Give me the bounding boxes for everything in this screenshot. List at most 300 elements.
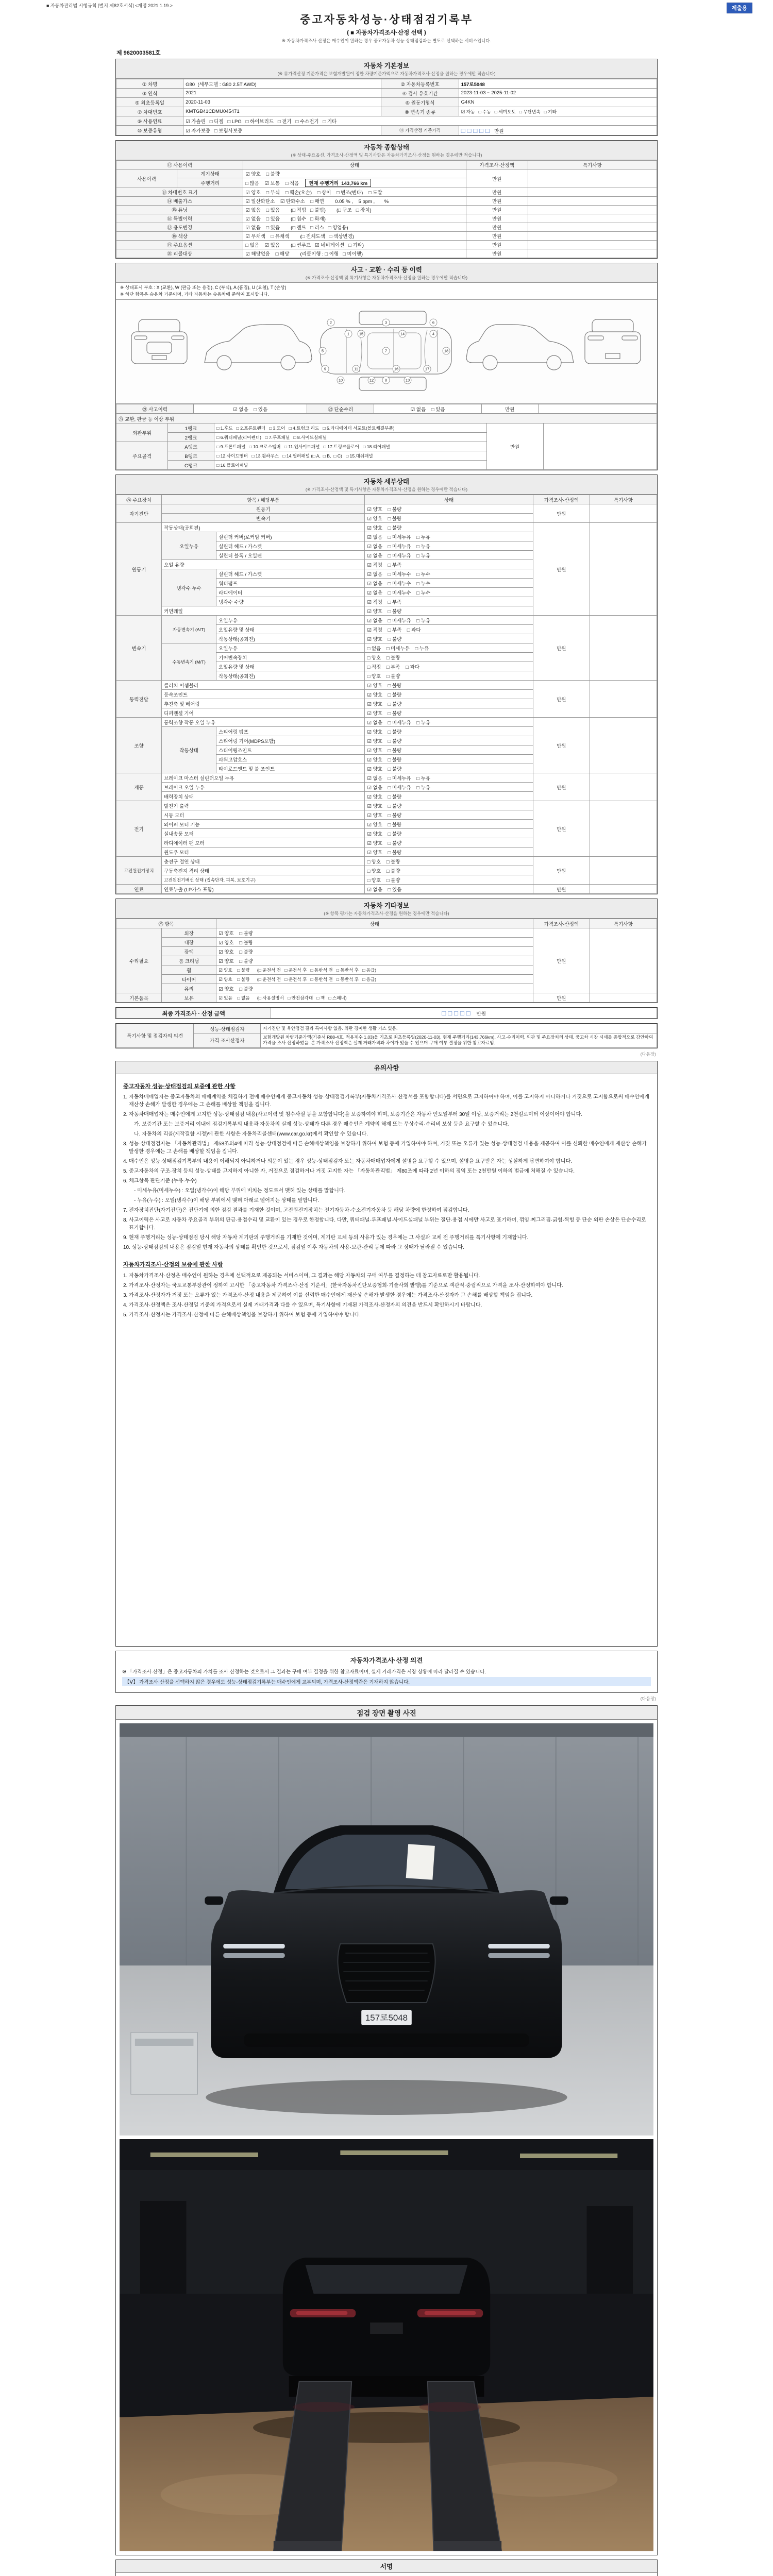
label-year: ③ 연식 [116, 89, 183, 98]
table-cell: ☑ 양호 □ 불량 [365, 708, 533, 718]
table-cell [528, 188, 657, 197]
table-cell [590, 928, 657, 993]
svg-text:3: 3 [384, 320, 388, 325]
label-vin: ⑦ 차대번호 [116, 107, 183, 116]
table-cell: ☑ 적정 □ 부족 [365, 560, 533, 569]
table-cell: 특기사항 [528, 161, 657, 170]
diagram-part-number [443, 347, 450, 354]
table-cell: 타이로드엔드 및 볼 조인트 [216, 764, 365, 773]
table-row [116, 718, 657, 727]
label-first-registration: ⑤ 최초등록일 [116, 98, 183, 107]
car-diagram [118, 302, 654, 400]
table-cell: 만원 [466, 223, 528, 232]
table-cell: 기어변속장치 [216, 653, 365, 662]
svg-text:18: 18 [444, 348, 449, 353]
table-cell: ☑ 없음 □ 있음 [365, 885, 533, 894]
table-cell: 파워고압호스 [216, 755, 365, 764]
table-cell: 자기진단 [116, 504, 162, 523]
diagram-part-number [430, 330, 437, 337]
svg-text:16: 16 [394, 366, 399, 371]
table-row [116, 79, 657, 89]
table-cell: 작동상태(공회전) [216, 671, 365, 681]
table-cell: 항목 / 해당부품 [162, 495, 365, 504]
section-detail-state [115, 474, 658, 894]
table-cell: 룸 크리닝 [162, 956, 216, 965]
table-cell: ⑲ 주요옵션 [116, 241, 243, 249]
basic-info-table [116, 79, 657, 135]
notice-block2-list [123, 1272, 650, 1319]
section-detail-title-text: 자동차 세부상태 [364, 478, 409, 486]
notice-line: 1. 자동차가격조사·산정은 매수인이 원하는 경우에 선택적으로 제공되는 서비스이며, 그 결과는 해당 자동차의 구매 여부를 결정하는 데 참고자료로만 활용됩니다. [123, 1273, 480, 1279]
table-cell: ☑ 없음 □ 미세누수 □ 누수 [365, 579, 533, 588]
table-cell: 주행거리 [177, 178, 243, 188]
table-cell: 만원 [533, 801, 590, 857]
table-cell: 타이어 [162, 975, 216, 984]
table-cell: 수리필요 [116, 928, 162, 993]
table-cell: 동력전달 [116, 681, 162, 718]
table-cell [538, 404, 657, 414]
value-base-price [459, 126, 657, 135]
table-cell: ☑ 양호 □ 불량 [365, 848, 533, 857]
table-cell: ㉕ 항목 [116, 919, 216, 928]
table-row [116, 495, 657, 504]
svg-text:10: 10 [338, 378, 343, 383]
value-year: 2021 [183, 89, 381, 98]
table-cell [528, 241, 657, 249]
table-cell: 만원 [466, 197, 528, 206]
table-cell: 휠 [162, 965, 216, 975]
accident-history-status: ☑ 없음 □ 있음 [194, 404, 307, 414]
table-cell: ㉔ 주요장치 [116, 495, 162, 504]
table-cell: 내장 [162, 938, 216, 947]
table-cell: 라디에이터 [216, 588, 365, 597]
section-accident-history [115, 263, 658, 470]
table-row [116, 801, 657, 810]
table-cell: ☑ 없음 □ 미세누유 □ 누유 [365, 616, 533, 625]
table-cell [543, 423, 657, 470]
signature-title: 서명 [116, 2560, 657, 2573]
notice-line: 3. 가격조사·산정자가 거짓 또는 오류가 있는 가격조사·산정 내용을 제공하여 이를 신뢰한 매수인에게 재산상 손해가 발생한 경우에는 가격조사·산정자가 그 손해를 배상할 책임을 집니다. [123, 1292, 533, 1298]
table-cell: 자동변속기 (A/T) [162, 616, 216, 643]
photo-front-graphic [120, 1723, 653, 2136]
table-cell: 2랭크 [168, 433, 214, 442]
table-cell: 오일누유 [216, 643, 365, 653]
detail-state-table [116, 495, 657, 894]
notice-line: 7. 전자장치진단(자기진단)은 진단기에 의한 점검 결과를 기재한 것이며, 고전원전기장치는 전기자동차·수소전기자동차 등 해당 차량에 한정하여 점검합니다. [123, 1208, 469, 1214]
notice-line: 5. 가격조사·산정자는 가격조사·산정에 따른 손해배상책임을 보장하기 위하여 보험 등에 가입하여야 합니다. [123, 1312, 361, 1318]
table-row [116, 993, 657, 1003]
table-cell: ⑭ 배출가스 [116, 197, 243, 206]
windshield-paper [406, 1844, 435, 1879]
opinion-table [116, 1024, 657, 1047]
value-model: G80 (세부모델 : G80 2.5T AWD) [183, 79, 381, 89]
table-cell: 광택 [162, 947, 216, 956]
table-cell: 변속기 [116, 616, 162, 681]
table-cell: 만원 [466, 241, 528, 249]
accident-history-table [116, 404, 657, 414]
table-cell: 실린더 커버(로커암 커버) [216, 532, 365, 541]
svg-text:8: 8 [384, 378, 388, 383]
notice-line: 나. 자동차의 리콜(제작결함 시정)에 관한 사항은 자동차리콜센터(www.car.go.kr)에서 확인할 수 있습니다. [134, 1131, 368, 1138]
table-cell: 계기상태 [177, 170, 243, 178]
table-cell: ☑ 양호 □ 불량 [365, 523, 533, 532]
notice-block2-title: 자동차가격조사·산정의 보증에 관한 사항 [123, 1262, 223, 1268]
table-row [116, 857, 657, 866]
svg-text:1: 1 [347, 331, 350, 336]
table-cell: 고전원전기배선 상태 (접속단자, 피복, 보호기구) [162, 875, 365, 885]
section-detail-title [116, 475, 657, 495]
table-cell: ☑ 양호 □ 불량 [365, 801, 533, 810]
tuning-status: ☑ 없음 □ 있음 (□ 적법 □ 불법) (□ 구조 □ 장치) [243, 206, 466, 214]
table-cell: 스티어링조인트 [216, 745, 365, 755]
table-cell: ☑ 양호 □ 불량 [365, 755, 533, 764]
table-cell: ⑰ 용도변경 [116, 223, 243, 232]
table-cell: 외판부위 [116, 423, 168, 442]
table-cell: 변속기 [162, 514, 365, 523]
svg-text:2: 2 [329, 320, 332, 325]
section-basic-title-text: 자동차 기본정보 [364, 62, 409, 70]
notice-line: 3. 성능·상태점검자는 「자동차관리법」 제58조의4에 따라 성능·상태점검에 따른 손해배상책임을 보장하기 위하여 보험 등에 가입하여야 하며, 거짓 또는 오류가 있는 성능·상태점검 내용을 제공하여 이를 신뢰한 매수인에게 재산상 손해가 발생한 경우에는 그 손해를 배상할 책임을 집니다. [123, 1141, 647, 1155]
table-cell: ☑ 양호 □ 불량 [365, 745, 533, 755]
table-cell: ☑ 양호 □ 불량 [365, 690, 533, 699]
notice-line: 가. 보증기간 또는 보증거리 이내에 점검기록부의 내용과 자동차의 실제 성능·상태가 다른 경우 매수인은 계약의 해제 또는 무상수리·수리비 보상 등을 요구할 수 있습니다. [134, 1122, 509, 1128]
base-price-unit: 만원 [491, 128, 504, 134]
table-cell: 발전기 출력 [162, 801, 365, 810]
diagram-part-number [352, 365, 360, 372]
table-cell: ☑ 양호 □ 불량 [216, 947, 533, 956]
notice-line: 4. 가격조사·산정액은 조사·산정일 기준의 가격으로서 실제 거래가격과 다를 수 있으며, 특기사항에 기재된 가격조사·산정자의 의견을 반드시 확인하시기 바랍니다. [123, 1302, 482, 1308]
valuation-note-title: 자동차가격조사·산정 의견 [350, 1656, 423, 1664]
table-cell: 라디에이터 팬 모터 [162, 838, 365, 848]
table-cell: 고전원전기장치 [116, 857, 162, 885]
notice-block1-list [123, 1093, 650, 1251]
table-cell: 추진축 및 베어링 [162, 699, 365, 708]
notice-line: 1. 자동차매매업자는 중고자동차의 매매계약을 체결하기 전에 매수인에게 중고자동차 성능·상태점검기록부(자동차가격조사·산정서를 포함합니다)를 서면으로 고지하여야 하며, 이를 고지하지 아니하거나 거짓으로 고지함으로써 매수인에게 재산상 손해가 발생한 경우에는 그 손해를 배상할 책임을 집니다. [123, 1094, 650, 1108]
table-cell: □ 양호 □ 불량 [365, 857, 533, 866]
table-cell: 외장 [162, 928, 216, 938]
table-cell: 만원 [533, 993, 590, 1003]
section-overall-title-text: 자동차 종합상태 [364, 144, 409, 151]
section-etc-info [115, 899, 658, 1003]
table-cell: ☑ 있음 □ 없음 (□ 사용설명서 □ 안전삼각대 □ 잭 □ 스패너) [216, 993, 533, 1003]
table-cell: A랭크 [168, 442, 214, 451]
label-fuel: ⑨ 사용연료 [116, 116, 183, 126]
table-row [116, 107, 657, 116]
table-cell: 만원 [533, 681, 590, 718]
rankA-frames: □ 9.프론트패널 □ 10.크로스멤버 □ 11.인사이드패널 □ 17.트렁크플로어 □ 18.리어패널 [214, 442, 486, 451]
table-cell: 만원 [533, 857, 590, 885]
table-cell: ☑ 양호 □ 불량 [216, 928, 533, 938]
diagram-part-number [382, 347, 390, 354]
table-cell [590, 885, 657, 894]
table-cell [528, 206, 657, 214]
notice-line: 2. 자동차매매업자는 매수인에게 고지한 성능·상태점검 내용(사고이력 및 침수사실 등을 포함합니다)을 보증하여야 하며, 보증기간은 자동차 인도일부터 30일 이상, 보증거리는 2천킬로미터 이상이어야 합니다. [123, 1112, 583, 1118]
table-cell: 만원 [533, 718, 590, 773]
notice-line: - 미세누유(미세누수) : 오일(냉각수)이 해당 부위에 비치는 정도로서 맺혀 있는 상태를 말합니다. [134, 1188, 346, 1194]
value-transmission: ☑ 자동 □ 수동 □ 세미오토 □ 무단변속 □ 기타 [459, 107, 657, 116]
valuation-note-box [115, 1651, 658, 1693]
table-cell: ☑ 양호 □ 불량 [216, 956, 533, 965]
svg-text:4: 4 [432, 331, 435, 336]
diagram-part-number [337, 377, 344, 384]
table-cell: 오일유량 및 상태 [216, 662, 365, 671]
table-row [116, 504, 657, 514]
table-cell: ㉑ 사고이력 [116, 404, 194, 414]
table-row [116, 232, 657, 241]
notice-line: 10. 성능·상태점검의 내용은 점검일 현재 자동차의 상태를 확인한 것으로서, 점검일 이후 자동차의 사용·보관·관리 등에 따라 그 상태가 달라질 수 있습니다. [123, 1245, 464, 1251]
rankB-frames: □ 12.사이드멤버 □ 13.휠하우스 □ 14.필러패널 (□ A, □ B, □ C) □ 15.대쉬패널 [214, 451, 486, 461]
section-basic-note: (※ ⑪가격산정 기준가격은 보험개발원이 정한 차량기준가액으로 자동차가격조사·산정을 원하는 경우에만 적습니다) [277, 71, 496, 76]
table-cell: 제동 [116, 773, 162, 801]
value-vin: KMTGB41CDMU045471 [183, 107, 381, 116]
inspection-photo-front [120, 1723, 653, 2136]
table-cell [590, 993, 657, 1003]
diagram-part-number [430, 319, 437, 326]
signature-body [116, 2573, 657, 2576]
table-cell: 만원 [486, 423, 543, 470]
table-cell: 스티어링 기어(MDPS포함) [216, 736, 365, 745]
car-left-side-view [205, 325, 312, 370]
simple-repair-status: ☑ 없음 □ 있음 [374, 404, 481, 414]
table-cell: ☑ 양호 □ 불량 (□ 운전석 전 □ 운전석 후 □ 동반석 전 □ 동반석 후 □ 응급) [216, 975, 533, 984]
section-notice [115, 1061, 658, 1647]
table-cell: 오일누유 [216, 616, 365, 625]
table-row [116, 773, 657, 783]
final-price-unit: 만원 [472, 1011, 486, 1018]
table-row [116, 423, 657, 433]
table-cell: 조향 [116, 718, 162, 773]
table-cell [590, 857, 657, 885]
table-cell: 만원 [533, 523, 590, 616]
table-row [116, 126, 657, 135]
title-note: ※ 자동차가격조사·산정은 매수인이 원하는 경우 중고자동차 성능·상태점검과는 별도로 선택하는 서비스입니다. [282, 38, 491, 43]
table-row [116, 116, 657, 126]
table-row [116, 214, 657, 223]
notice-title: 유의사항 [116, 1061, 657, 1074]
svg-text:5: 5 [321, 348, 324, 353]
etc-info-table [116, 919, 657, 1003]
svg-text:17: 17 [425, 366, 430, 371]
table-row [116, 223, 657, 232]
table-row [116, 681, 657, 690]
car-rear-view [585, 319, 641, 364]
value-engine-type: G4KN [459, 98, 657, 107]
table-cell: ☑ 양호 □ 불량 [216, 984, 533, 993]
table-cell [590, 523, 657, 616]
label-inspection-period: ④ 검사 유효기간 [381, 89, 459, 98]
table-cell: 구동축전지 격리 상태 [162, 866, 365, 875]
label-warranty-type: ⑩ 보증유형 [116, 126, 183, 135]
submission-badge: 제출용 [727, 3, 752, 13]
table-cell [590, 616, 657, 681]
table-cell: 유리 [162, 984, 216, 993]
table-cell: 배력장치 상태 [162, 792, 365, 801]
table-cell: □ 양호 □ 불량 [365, 875, 533, 885]
table-cell: ⑮ 튜닝 [116, 206, 243, 214]
document [115, 0, 658, 2576]
table-cell [528, 214, 657, 223]
table-cell: 워터펌프 [216, 579, 365, 588]
table-row [116, 414, 657, 423]
table-cell [528, 232, 657, 241]
table-row [116, 197, 657, 206]
car-diagram-area [116, 300, 657, 404]
table-cell: 브레이크 마스터 실린더오일 누유 [162, 773, 365, 783]
table-cell: ☑ 양호 □ 불량 [365, 727, 533, 736]
table-row [116, 1008, 657, 1019]
table-row [116, 928, 657, 938]
table-cell: □ 없음 □ 미세누유 □ 누유 [365, 643, 533, 653]
table-cell: 작동상태(공회전) [216, 634, 365, 643]
section-signature [115, 2560, 658, 2576]
rank1-panels: □ 1.후드 □ 2.프론트펜더 □ 3.도어 □ 4.트렁크 리드 □ 5.라디에이터 서포트(볼트체결부품) [214, 423, 486, 433]
table-cell: 시동 모터 [162, 810, 365, 820]
vin-marking-status: ☑ 양호 □ 부식 □ 훼손(오손) □ 상이 □ 변조(변타) □ 도말 [243, 188, 466, 197]
table-cell: 오일유량 및 상태 [216, 625, 365, 634]
table-cell: C랭크 [168, 461, 214, 470]
table-cell: ☑ 양호 □ 불량 [365, 681, 533, 690]
table-cell: 만원 [533, 928, 590, 993]
svg-text:14: 14 [400, 331, 405, 336]
table-cell: 연료 [116, 885, 162, 894]
table-cell: 냉각수 누수 [162, 569, 216, 606]
license-plate-text: 157로5048 [365, 2012, 408, 2023]
table-cell: ☑ 양호 □ 불량 [365, 820, 533, 829]
table-cell [528, 170, 657, 188]
value-fuel: ☑ 가솔린 □ 디젤 □ LPG □ 하이브리드 □ 전기 □ 수소전기 □ 기타 [183, 116, 657, 126]
table-cell: 작동상태(공회전) [162, 523, 365, 532]
table-cell: ☑ 양호 □ 불량 (□ 운전석 전 □ 운전석 후 □ 동반석 전 □ 동반석 후 □ 응급) [216, 965, 533, 975]
state-code-legend [116, 283, 657, 300]
table-cell: 만원 [466, 188, 528, 197]
diagram-part-number [322, 365, 329, 372]
table-cell: 디퍼렌셜 기어 [162, 708, 365, 718]
notice-line: 6. 체크항목 판단기준 (누유·누수) [123, 1178, 197, 1184]
table-cell: ☑ 양호 □ 불량 [365, 829, 533, 838]
form-reference: ■ 자동차관리법 시행규칙 [별지 제82호서식] <개정 2021.1.19.> [46, 3, 173, 8]
notice-line: - 누유(누수) : 오일(냉각수)이 해당 부위에서 맺혀 아래로 떨어지는 상태를 말합니다. [134, 1198, 320, 1204]
table-cell: ☑ 양호 □ 불량 [365, 606, 533, 616]
price-appraisal-select-line: ( ■ 자동차가격조사·산정 선택 ) [347, 30, 426, 36]
value-plate: 157로5048 [459, 79, 657, 89]
mileage-options: □ 많음 ☑ 보통 □ 적음 [245, 181, 299, 187]
panel-frame-table [116, 414, 657, 470]
table-cell: 동력조향 작동 오일 누유 [162, 718, 365, 727]
label-model: ① 차명 [116, 79, 183, 89]
label-engine-type: ⑥ 원동기형식 [381, 98, 459, 107]
table-cell: 실린더 헤드 / 가스켓 [216, 541, 365, 551]
table-cell: ☑ 양호 □ 불량 [365, 810, 533, 820]
diagram-part-number [404, 377, 411, 384]
table-cell: ⑳ 리콜대상 [116, 249, 243, 258]
table-cell: ☑ 없음 □ 미세누수 □ 누수 [365, 569, 533, 579]
notice-line: 5. 중고자동차의 구조·장치 등의 성능·상태를 고지하지 아니한 자, 거짓으로 점검하거나 거짓 고지한 자는 「자동차관리법」 제80조에 따라 2년 이하의 징역 또는 2천만원 이하의 벌금에 처해질 수 있습니다. [123, 1168, 575, 1175]
final-price-table [116, 1008, 657, 1019]
svg-text:7: 7 [384, 348, 388, 353]
notice-line: 9. 현재 주행거리는 성능·상태점검 당시 해당 자동차 계기판의 주행거리를 기재한 것이며, 계기판 교체 등의 사유가 있는 경우에는 그 사실과 교체 전 주행거리를 특기사항에 기재합니다. [123, 1235, 529, 1241]
table-cell: ☑ 없음 □ 미세누유 □ 누유 [365, 783, 533, 792]
valuation-note-line1: ※ 「가격조사·산정」은 중고자동차의 가치를 조사·산정하는 것으로서 그 결과는 구매 여부 결정을 위한 참고자료이며, 실제 거래가격은 시장 상황에 따라 달라질 수 있습니다. [122, 1669, 486, 1675]
table-cell [590, 773, 657, 801]
table-cell: 특기사항 [590, 495, 657, 504]
section-accident-note: (※ 가격조사·산정액 및 특기사항은 자동차가격조사·산정을 원하는 경우에만 적습니다) [305, 275, 468, 280]
table-row [116, 89, 657, 98]
table-cell: 오일 유량 [162, 560, 365, 569]
table-cell: ☑ 없음 □ 미세누유 □ 누유 [365, 773, 533, 783]
notice-line: 8. 사고이력은 사고로 자동차 주요골격 부위의 판금·용접수리 및 교환이 있는 경우로 한정합니다. 다만, 쿼터패널·루프패널·사이드실패널 부위는 절단·용접 시에만 사고로 표기하며, 꺾임·찌그러짐·긁힘·찍힘 등 단순 외판 손상은 단순수리로 표기합니다. [123, 1217, 646, 1231]
table-cell: 스티어링 펌프 [216, 727, 365, 736]
table-cell [590, 504, 657, 523]
value-inspection-period: 2023-11-03 ~ 2025-11-02 [459, 89, 657, 98]
emission-status: ☑ 일산화탄소 ☑ 탄화수소 □ 매연 0.05 % , 5 ppm , % [243, 197, 466, 206]
table-row [116, 170, 657, 178]
table-cell: ㉒ 단순수리 [307, 404, 374, 414]
special-history-status: ☑ 없음 □ 있음 (□ 침수 □ 화재) [243, 214, 466, 223]
svg-text:13: 13 [405, 378, 410, 383]
rankC-frames: □ 16.플로어패널 [214, 461, 486, 470]
table-cell: 충전구 절연 상태 [162, 857, 365, 866]
table-cell: 등속조인트 [162, 690, 365, 699]
table-cell: 클러치 어셈블리 [162, 681, 365, 690]
table-cell: ☑ 양호 □ 불량 [365, 634, 533, 643]
table-cell: □ 적정 □ 부족 □ 과다 [365, 662, 533, 671]
table-cell: 연료누출 (LP가스 포함) [162, 885, 365, 894]
final-price-value [271, 1008, 657, 1019]
table-cell: 냉각수 수량 [216, 597, 365, 606]
table-cell: ☑ 없음 □ 미세누유 □ 누유 [365, 718, 533, 727]
diagram-part-number [319, 347, 326, 354]
table-cell [590, 718, 657, 773]
table-row [116, 616, 657, 625]
table-cell [528, 197, 657, 206]
table-cell: 기본품목 [116, 993, 162, 1003]
overall-state-table [116, 160, 657, 258]
table-cell: ⑯ 특별이력 [116, 214, 243, 223]
section-overall-title [116, 141, 657, 160]
svg-text:11: 11 [354, 366, 358, 371]
table-row [116, 98, 657, 107]
table-cell: ☑ 없음 □ 미세누유 □ 누유 [365, 551, 533, 560]
table-row [116, 188, 657, 197]
table-cell: ☑ 양호 □ 불량 [365, 504, 533, 514]
table-cell: 가격조사·산정액 [466, 161, 528, 170]
section-accident-title [116, 263, 657, 283]
next-page-marker: (다음장) [640, 1696, 656, 1701]
table-cell: 가격조사·산정액 [533, 919, 590, 928]
section-final-price [115, 1007, 658, 1019]
table-cell: □ 양호 □ 불량 [365, 653, 533, 662]
final-price-label: 최종 가격조사 · 산정 금액 [116, 1008, 271, 1019]
car-right-side-view [466, 325, 574, 370]
gauge-status: ☑ 양호 □ 불량 [243, 170, 466, 178]
table-row [116, 523, 657, 532]
table-cell: 가격조사·산정액 [533, 495, 590, 504]
next-page-marker: (다음장) [640, 1051, 656, 1057]
diagram-part-number [358, 330, 365, 337]
section-basic-info [115, 59, 658, 136]
table-cell: 만원 [466, 232, 528, 241]
inspection-photo-underside [120, 2139, 653, 2551]
section-detail-note: (※ 가격조사·산정액 및 특기사항은 자동차가격조사·산정을 원하는 경우에만 적습니다) [305, 487, 468, 493]
diagram-part-number [345, 330, 352, 337]
table-cell [528, 249, 657, 258]
table-cell: 상태 [216, 919, 533, 928]
section-photos [115, 1705, 658, 2555]
table-cell: ㉓ 교환, 판금 등 이상 부위 [116, 414, 657, 423]
table-cell: 상태 [365, 495, 533, 504]
base-price-boxes: □□□□□ [461, 126, 492, 134]
table-row [116, 1024, 657, 1033]
